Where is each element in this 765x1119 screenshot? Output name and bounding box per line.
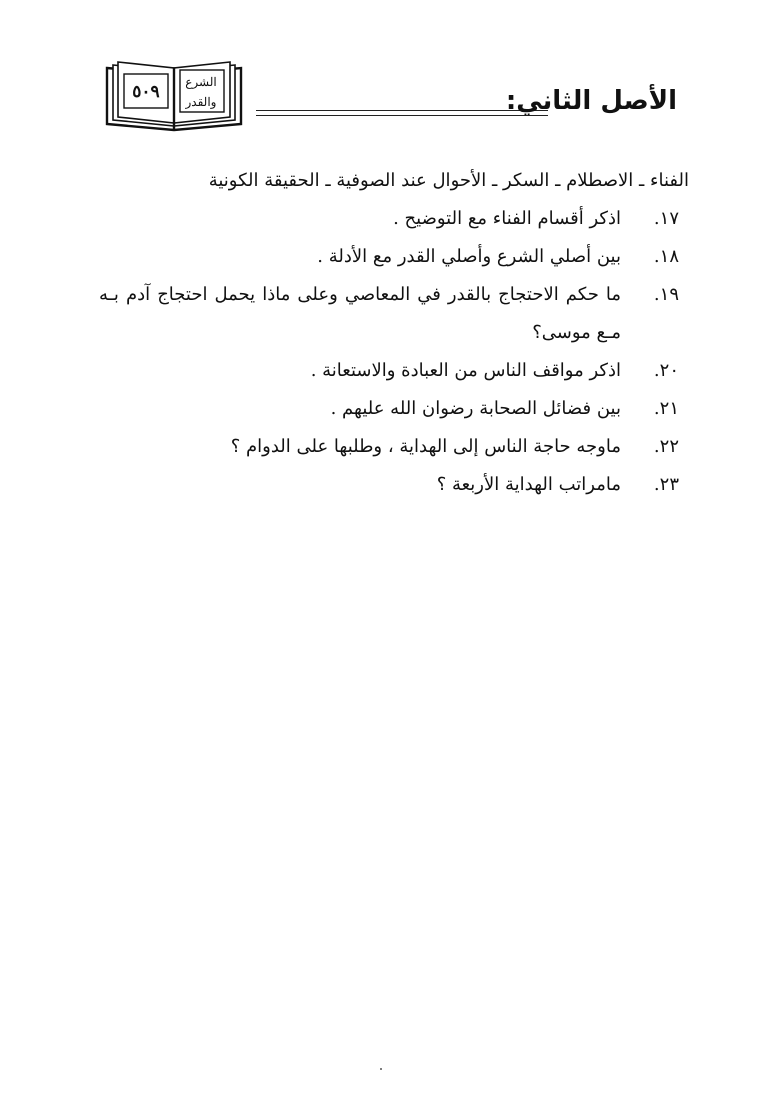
question-number: ١٩. bbox=[653, 284, 679, 305]
question-item bbox=[99, 466, 679, 504]
question-number: ٢٢. bbox=[653, 436, 679, 457]
question-text: بين أصلي الشرع وأصلي القدر مع الأدلة . bbox=[317, 246, 621, 267]
question-number: ٢٠. bbox=[653, 360, 679, 381]
question-text: مامراتب الهداية الأربعة ؟ bbox=[436, 474, 621, 495]
question-item bbox=[99, 276, 679, 352]
question-number: ٢٣. bbox=[653, 474, 679, 495]
question-text: اذكر أقسام الفناء مع التوضيح . bbox=[393, 208, 621, 229]
header-rule bbox=[256, 110, 548, 116]
question-item bbox=[99, 200, 679, 238]
question-number: ٢١. bbox=[653, 398, 679, 419]
question-item bbox=[99, 390, 679, 428]
content-body bbox=[99, 162, 689, 504]
question-list bbox=[99, 200, 679, 504]
question-text: بين فضائل الصحابة رضوان الله عليهم . bbox=[330, 398, 621, 419]
book-emblem bbox=[104, 60, 244, 132]
page-number: ٥٠٩ bbox=[132, 82, 160, 102]
topics-line: الفناء ـ الاصطلام ـ السكر ـ الأحوال عند الصوفية ـ الحقيقة الكونية bbox=[208, 170, 689, 191]
question-text: اذكر مواقف الناس من العبادة والاستعانة . bbox=[310, 360, 621, 381]
book-title-line-1: الشرع bbox=[185, 75, 217, 89]
question-item bbox=[99, 238, 679, 276]
question-item bbox=[99, 352, 679, 390]
question-number: ١٨. bbox=[653, 246, 679, 267]
section-title: الأصل الثاني: bbox=[505, 86, 677, 116]
question-text: ما حكم الاحتجاج بالقدر في المعاصي وعلى ماذا يحمل احتجاج آدم بـه مـع موسى؟ bbox=[99, 284, 621, 343]
question-item bbox=[99, 428, 679, 466]
scan-speck bbox=[380, 1068, 382, 1070]
book-title-line-2: والقدر bbox=[185, 95, 217, 109]
question-text: ماوجه حاجة الناس إلى الهداية ، وطلبها على الدوام ؟ bbox=[230, 436, 621, 457]
question-number: ١٧. bbox=[653, 208, 679, 229]
